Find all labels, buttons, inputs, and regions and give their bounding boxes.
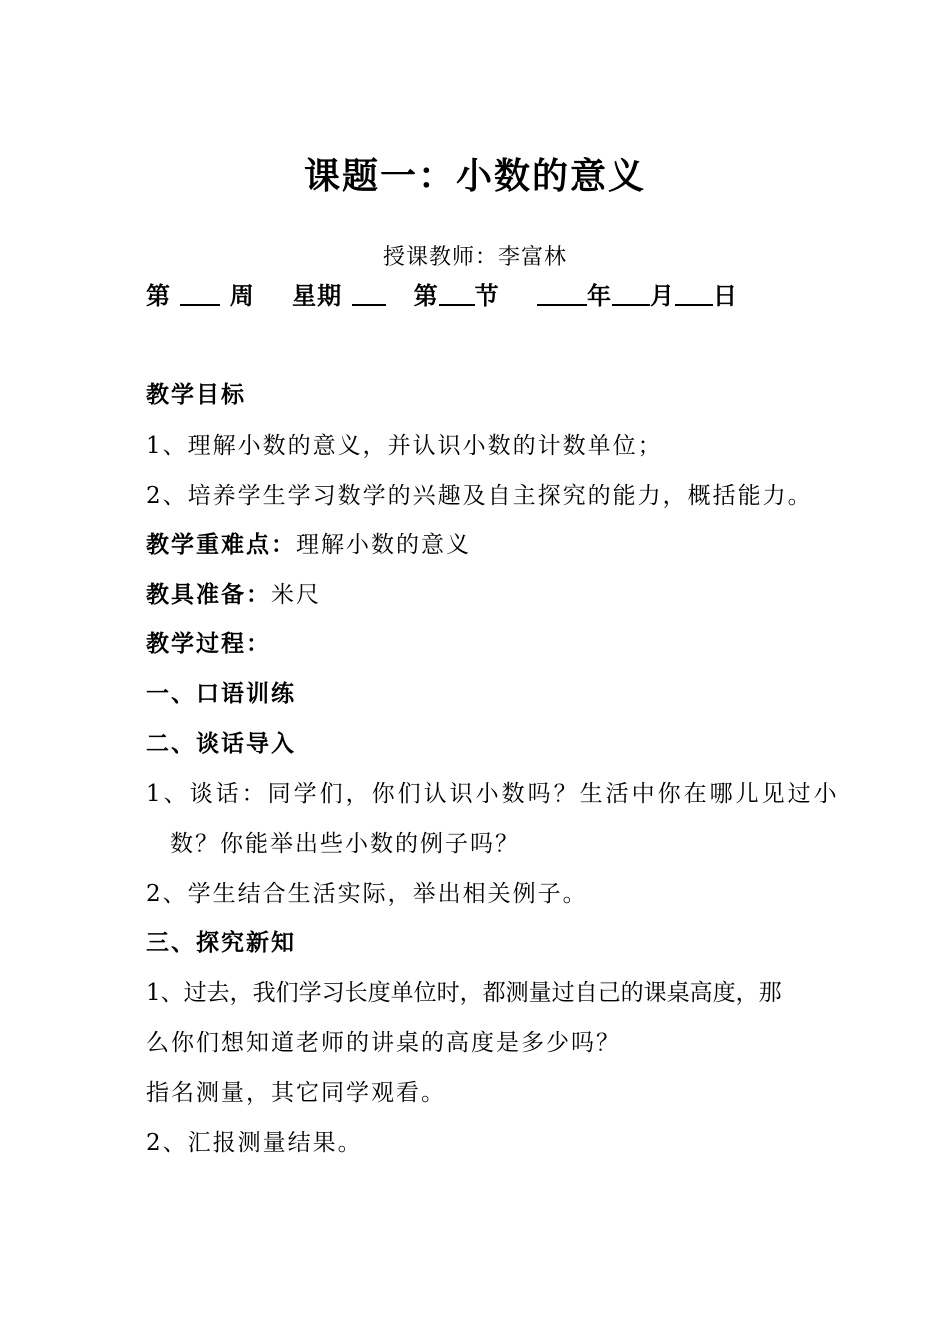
tools-value: 米尺 (271, 582, 321, 608)
s3-item-1-line-2: 么你们想知道老师的讲桌的高度是多少吗？ (146, 1030, 621, 1056)
year-label: 年 (587, 281, 612, 310)
period-suffix: 节 (474, 281, 500, 310)
year-blank (537, 280, 587, 306)
week-suffix: 周 (229, 281, 255, 310)
weekday-label: 星期 (292, 281, 343, 310)
objective-item-1: 1、理解小数的意义，并认识小数的计数单位； (146, 433, 663, 459)
tools-line (146, 576, 321, 609)
section-heading-3: 三、探究新知 (146, 929, 296, 956)
period-blank (439, 280, 475, 306)
process-heading: 教学过程： (146, 630, 271, 657)
key-points-label: 教学重难点： (146, 531, 296, 558)
s3-item-2: 2、汇报测量结果。 (146, 1130, 363, 1156)
teacher-line: 授课教师：李富林 (382, 245, 567, 270)
section-heading-2: 二、谈话导入 (146, 730, 296, 757)
date-line (146, 276, 738, 311)
objectives-heading: 教学目标 (146, 381, 246, 408)
lesson-title: 课题一：小数的意义 (303, 155, 646, 197)
period-prefix: 第 (413, 281, 439, 310)
key-points-line (146, 526, 471, 559)
s2-item-1-line-2: 数？你能举出些小数的例子吗？ (170, 831, 520, 857)
day-label: 日 (713, 281, 738, 310)
day-blank (675, 280, 713, 306)
objective-item-2: 2、培养学生学习数学的兴趣及自主探究的能力，概括能力。 (146, 483, 813, 509)
key-points-value: 理解小数的意义 (296, 532, 471, 558)
month-blank (612, 280, 650, 306)
s3-item-1-line-1: 1、过去，我们学习长度单位时，都测量过自己的课桌高度，那 (146, 980, 782, 1006)
tools-label: 教具准备： (146, 581, 271, 608)
week-blank (180, 280, 220, 306)
s3-note: 指名测量，其它同学观看。 (146, 1080, 446, 1106)
section-heading-1: 一、口语训练 (146, 680, 296, 707)
week-prefix: 第 (146, 281, 171, 310)
weekday-blank (352, 280, 386, 306)
month-label: 月 (650, 281, 675, 310)
s2-item-1-line-1: 1、谈话：同学们，你们认识小数吗？生活中你在哪儿见过小 (146, 781, 840, 807)
s2-item-2: 2、学生结合生活实际，举出相关例子。 (146, 881, 588, 907)
